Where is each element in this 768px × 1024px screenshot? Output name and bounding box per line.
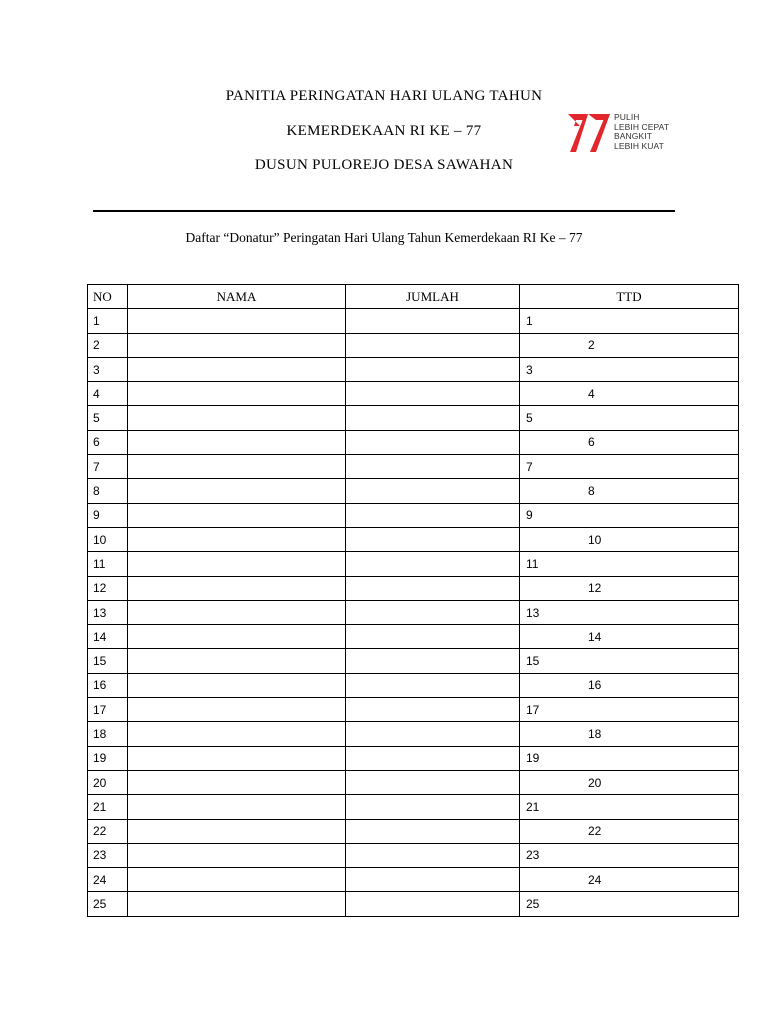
table-row — [88, 430, 739, 454]
row-ttd-cell[interactable]: 18 — [520, 722, 739, 746]
row-nama-cell[interactable] — [128, 673, 346, 697]
row-no-cell: 24 — [88, 868, 128, 892]
row-ttd-cell[interactable]: 7 — [520, 455, 739, 479]
row-no-cell: 8 — [88, 479, 128, 503]
row-ttd-cell[interactable]: 8 — [520, 479, 739, 503]
header-line-3: DUSUN PULOREJO DESA SAWAHAN — [254, 157, 514, 173]
row-ttd-cell[interactable]: 12 — [520, 576, 739, 600]
row-jumlah-cell[interactable] — [346, 868, 520, 892]
row-ttd-cell[interactable]: 24 — [520, 868, 739, 892]
row-nama-cell[interactable] — [128, 527, 346, 551]
row-jumlah-cell[interactable] — [346, 625, 520, 649]
row-ttd-cell[interactable]: 16 — [520, 673, 739, 697]
row-nama-cell[interactable] — [128, 770, 346, 794]
table-row — [88, 406, 739, 430]
row-jumlah-cell[interactable] — [346, 673, 520, 697]
row-no-cell: 25 — [88, 892, 128, 916]
row-jumlah-cell[interactable] — [346, 479, 520, 503]
row-ttd-cell[interactable]: 21 — [520, 795, 739, 819]
header-line-1: PANITIA PERINGATAN HARI ULANG TAHUN — [225, 88, 543, 104]
row-jumlah-cell[interactable] — [346, 649, 520, 673]
table-row — [88, 600, 739, 624]
logo-77-icon — [566, 110, 612, 156]
row-nama-cell[interactable] — [128, 698, 346, 722]
row-nama-cell[interactable] — [128, 576, 346, 600]
table-row — [88, 333, 739, 357]
row-ttd-cell[interactable]: 23 — [520, 843, 739, 867]
table-row — [88, 673, 739, 697]
table-row — [88, 698, 739, 722]
table-row — [88, 722, 739, 746]
row-jumlah-cell[interactable] — [346, 746, 520, 770]
row-nama-cell[interactable] — [128, 455, 346, 479]
row-no-cell: 5 — [88, 406, 128, 430]
table-row — [88, 892, 739, 916]
table-header-row — [88, 285, 739, 309]
row-nama-cell[interactable] — [128, 795, 346, 819]
row-nama-cell[interactable] — [128, 309, 346, 333]
row-no-cell: 2 — [88, 333, 128, 357]
row-no-cell: 17 — [88, 698, 128, 722]
row-jumlah-cell[interactable] — [346, 527, 520, 551]
row-jumlah-cell[interactable] — [346, 770, 520, 794]
row-jumlah-cell[interactable] — [346, 406, 520, 430]
row-jumlah-cell[interactable] — [346, 819, 520, 843]
table-row — [88, 770, 739, 794]
header-no: NO — [88, 285, 128, 309]
row-nama-cell[interactable] — [128, 649, 346, 673]
row-no-cell: 7 — [88, 455, 128, 479]
row-ttd-cell[interactable]: 20 — [520, 770, 739, 794]
row-jumlah-cell[interactable] — [346, 722, 520, 746]
row-nama-cell[interactable] — [128, 722, 346, 746]
row-jumlah-cell[interactable] — [346, 576, 520, 600]
hut-ri-77-logo — [566, 110, 686, 158]
header-ttd: TTD — [520, 285, 739, 309]
table-row — [88, 746, 739, 770]
row-jumlah-cell[interactable] — [346, 430, 520, 454]
table-row — [88, 795, 739, 819]
row-ttd-cell[interactable]: 19 — [520, 746, 739, 770]
row-jumlah-cell[interactable] — [346, 357, 520, 381]
row-jumlah-cell[interactable] — [346, 382, 520, 406]
row-nama-cell[interactable] — [128, 892, 346, 916]
row-no-cell: 1 — [88, 309, 128, 333]
row-no-cell: 18 — [88, 722, 128, 746]
row-nama-cell[interactable] — [128, 503, 346, 527]
table-row — [88, 819, 739, 843]
row-jumlah-cell[interactable] — [346, 698, 520, 722]
row-ttd-cell[interactable]: 13 — [520, 600, 739, 624]
row-nama-cell[interactable] — [128, 406, 346, 430]
row-nama-cell[interactable] — [128, 868, 346, 892]
row-no-cell: 9 — [88, 503, 128, 527]
row-jumlah-cell[interactable] — [346, 843, 520, 867]
row-nama-cell[interactable] — [128, 430, 346, 454]
row-ttd-cell[interactable]: 25 — [520, 892, 739, 916]
row-no-cell: 4 — [88, 382, 128, 406]
table-row — [88, 309, 739, 333]
row-no-cell: 3 — [88, 357, 128, 381]
row-no-cell: 23 — [88, 843, 128, 867]
table-row — [88, 552, 739, 576]
logo-tagline-line: LEBIH CEPAT — [614, 121, 670, 132]
logo-tagline-line: BANGKIT — [614, 131, 653, 142]
row-jumlah-cell[interactable] — [346, 333, 520, 357]
table-row — [88, 357, 739, 381]
logo-tagline-line: LEBIH KUAT — [614, 140, 664, 151]
header-divider — [93, 210, 675, 212]
row-nama-cell[interactable] — [128, 600, 346, 624]
header-line-2: KEMERDEKAAN RI KE – 77 — [286, 123, 482, 139]
table-row — [88, 503, 739, 527]
header-nama: NAMA — [128, 285, 346, 309]
table-row — [88, 649, 739, 673]
table-row — [88, 479, 739, 503]
row-ttd-cell[interactable]: 17 — [520, 698, 739, 722]
row-nama-cell[interactable] — [128, 382, 346, 406]
row-nama-cell[interactable] — [128, 746, 346, 770]
row-jumlah-cell[interactable] — [346, 795, 520, 819]
table-row — [88, 455, 739, 479]
row-nama-cell[interactable] — [128, 333, 346, 357]
row-no-cell: 6 — [88, 430, 128, 454]
row-no-cell: 16 — [88, 673, 128, 697]
row-no-cell: 11 — [88, 552, 128, 576]
table-row — [88, 868, 739, 892]
table-row — [88, 843, 739, 867]
row-no-cell: 21 — [88, 795, 128, 819]
logo-tagline — [614, 113, 669, 151]
table-row — [88, 576, 739, 600]
row-no-cell: 20 — [88, 770, 128, 794]
row-ttd-cell[interactable]: 10 — [520, 527, 739, 551]
table-row — [88, 625, 739, 649]
donor-table — [87, 284, 739, 917]
row-no-cell: 19 — [88, 746, 128, 770]
row-ttd-cell[interactable]: 15 — [520, 649, 739, 673]
row-no-cell: 10 — [88, 527, 128, 551]
row-ttd-cell[interactable]: 11 — [520, 552, 739, 576]
header-jumlah: JUMLAH — [346, 285, 520, 309]
row-ttd-cell[interactable]: 9 — [520, 503, 739, 527]
row-ttd-cell[interactable]: 2 — [520, 333, 739, 357]
row-jumlah-cell[interactable] — [346, 892, 520, 916]
row-jumlah-cell[interactable] — [346, 309, 520, 333]
row-ttd-cell[interactable]: 22 — [520, 819, 739, 843]
table-row — [88, 527, 739, 551]
row-ttd-cell[interactable]: 1 — [520, 309, 739, 333]
row-ttd-cell[interactable]: 3 — [520, 357, 739, 381]
row-nama-cell[interactable] — [128, 479, 346, 503]
document-subtitle: Daftar “Donatur” Peringatan Hari Ulang Tahun Kemerdekaan RI Ke – 77 — [185, 230, 583, 245]
logo-tagline-line: PULIH — [614, 112, 640, 122]
row-no-cell: 14 — [88, 625, 128, 649]
row-jumlah-cell[interactable] — [346, 455, 520, 479]
row-ttd-cell[interactable]: 5 — [520, 406, 739, 430]
row-nama-cell[interactable] — [128, 819, 346, 843]
row-jumlah-cell[interactable] — [346, 552, 520, 576]
row-ttd-cell[interactable]: 14 — [520, 625, 739, 649]
row-no-cell: 13 — [88, 600, 128, 624]
row-nama-cell[interactable] — [128, 625, 346, 649]
row-nama-cell[interactable] — [128, 357, 346, 381]
row-no-cell: 12 — [88, 576, 128, 600]
row-ttd-cell[interactable]: 4 — [520, 382, 739, 406]
row-ttd-cell[interactable]: 6 — [520, 430, 739, 454]
row-jumlah-cell[interactable] — [346, 600, 520, 624]
table-row — [88, 382, 739, 406]
row-no-cell: 22 — [88, 819, 128, 843]
row-nama-cell[interactable] — [128, 843, 346, 867]
row-nama-cell[interactable] — [128, 552, 346, 576]
row-jumlah-cell[interactable] — [346, 503, 520, 527]
row-no-cell: 15 — [88, 649, 128, 673]
